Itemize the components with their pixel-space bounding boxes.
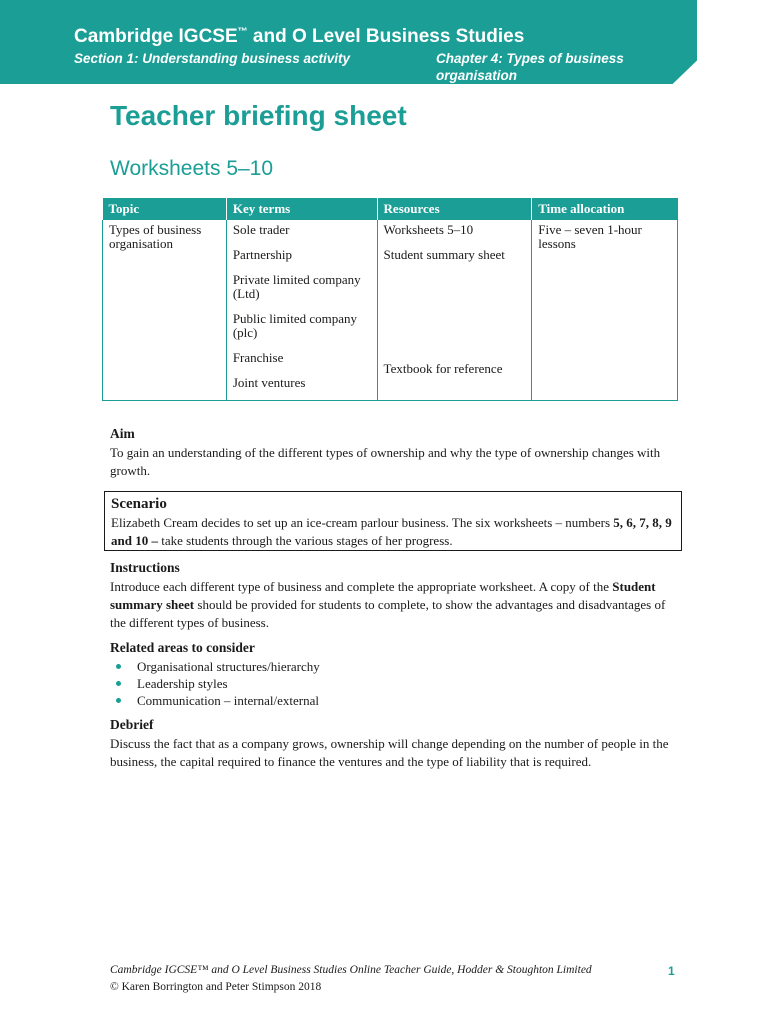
topic-cell [103,220,227,401]
page-title: Teacher briefing sheet [110,100,407,131]
footer-publisher: Cambridge IGCSE™ and O Level Business Studies Online Teacher Guide, Hodder & Stoughton Limited [110,964,592,976]
briefing-table [102,198,678,401]
footer-copyright: © Karen Borrington and Peter Stimpson 2018 [110,981,322,993]
instructions-text: Introduce each different type of business and complete the appropriate worksheet. A copy of the Student summary sheet should be provided for students to complete, to show the advantages and disadvantages of the different types of business. [110,579,666,630]
time-allocation-text: Five – seven 1-hour lessons [538,222,642,251]
debrief-heading: Debrief [110,717,154,732]
bullet-icon [116,664,121,669]
course-title: Cambridge IGCSE™ and O Level Business Studies [74,26,525,47]
key-term: Joint ventures [232,375,306,390]
scenario-text: Elizabeth Cream decides to set up an ice-cream parlour business. The six worksheets – numbers 5, 6, 7, 8, 9 and 10 – take students through the various stages of her progress. [111,515,672,548]
debrief-text: Discuss the fact that as a company grows, ownership will change depending on the number of people in the business, the capital required to finance the ventures and the type of liability that is required. [110,736,669,769]
scenario-box [104,491,682,551]
key-term: Public limited company (plc) [232,311,358,340]
list-item: Communication – internal/external [116,692,675,709]
resource-item: Textbook for reference [383,361,503,376]
topic-text: Types of business organisation [109,222,202,251]
column-header-topic: Topic [103,198,227,220]
chapter-label: Chapter 4: Types of business organisation [436,51,624,83]
resource-item: Student summary sheet [383,247,505,262]
aim-text: To gain an understanding of the different types of ownership and why the type of ownership changes with growth. [110,445,661,478]
key-term: Sole trader [232,222,290,237]
related-areas-heading: Related areas to consider [110,640,255,655]
list-item: Organisational structures/hierarchy [116,658,675,675]
key-term: Franchise [232,350,284,365]
column-header-resources: Resources [377,198,532,220]
debrief-section [110,716,675,771]
column-header-key-terms: Key terms [226,198,377,220]
table-header-row [103,198,678,220]
section-label: Section 1: Understanding business activity [74,51,351,66]
table-row [103,220,678,401]
resources-cell [377,220,532,401]
instructions-section [110,559,675,632]
related-areas-section [110,639,675,709]
time-allocation-cell [532,220,678,401]
resource-spacer [384,273,526,362]
key-term: Partnership [232,247,293,262]
page-number: 1 [668,964,675,978]
bullet-icon [116,681,121,686]
resource-item: Worksheets 5–10 [383,222,474,237]
footer [110,962,670,996]
instructions-heading: Instructions [110,560,180,575]
column-header-time-allocation: Time allocation [532,198,678,220]
aim-heading: Aim [110,426,135,441]
scenario-heading: Scenario [111,496,167,512]
aim-section [110,425,675,480]
bullet-icon [116,698,121,703]
page-subtitle: Worksheets 5–10 [110,157,274,180]
key-terms-cell [226,220,377,401]
related-areas-list [110,658,675,709]
list-item: Leadership styles [116,675,675,692]
key-term: Private limited company (Ltd) [232,272,361,301]
